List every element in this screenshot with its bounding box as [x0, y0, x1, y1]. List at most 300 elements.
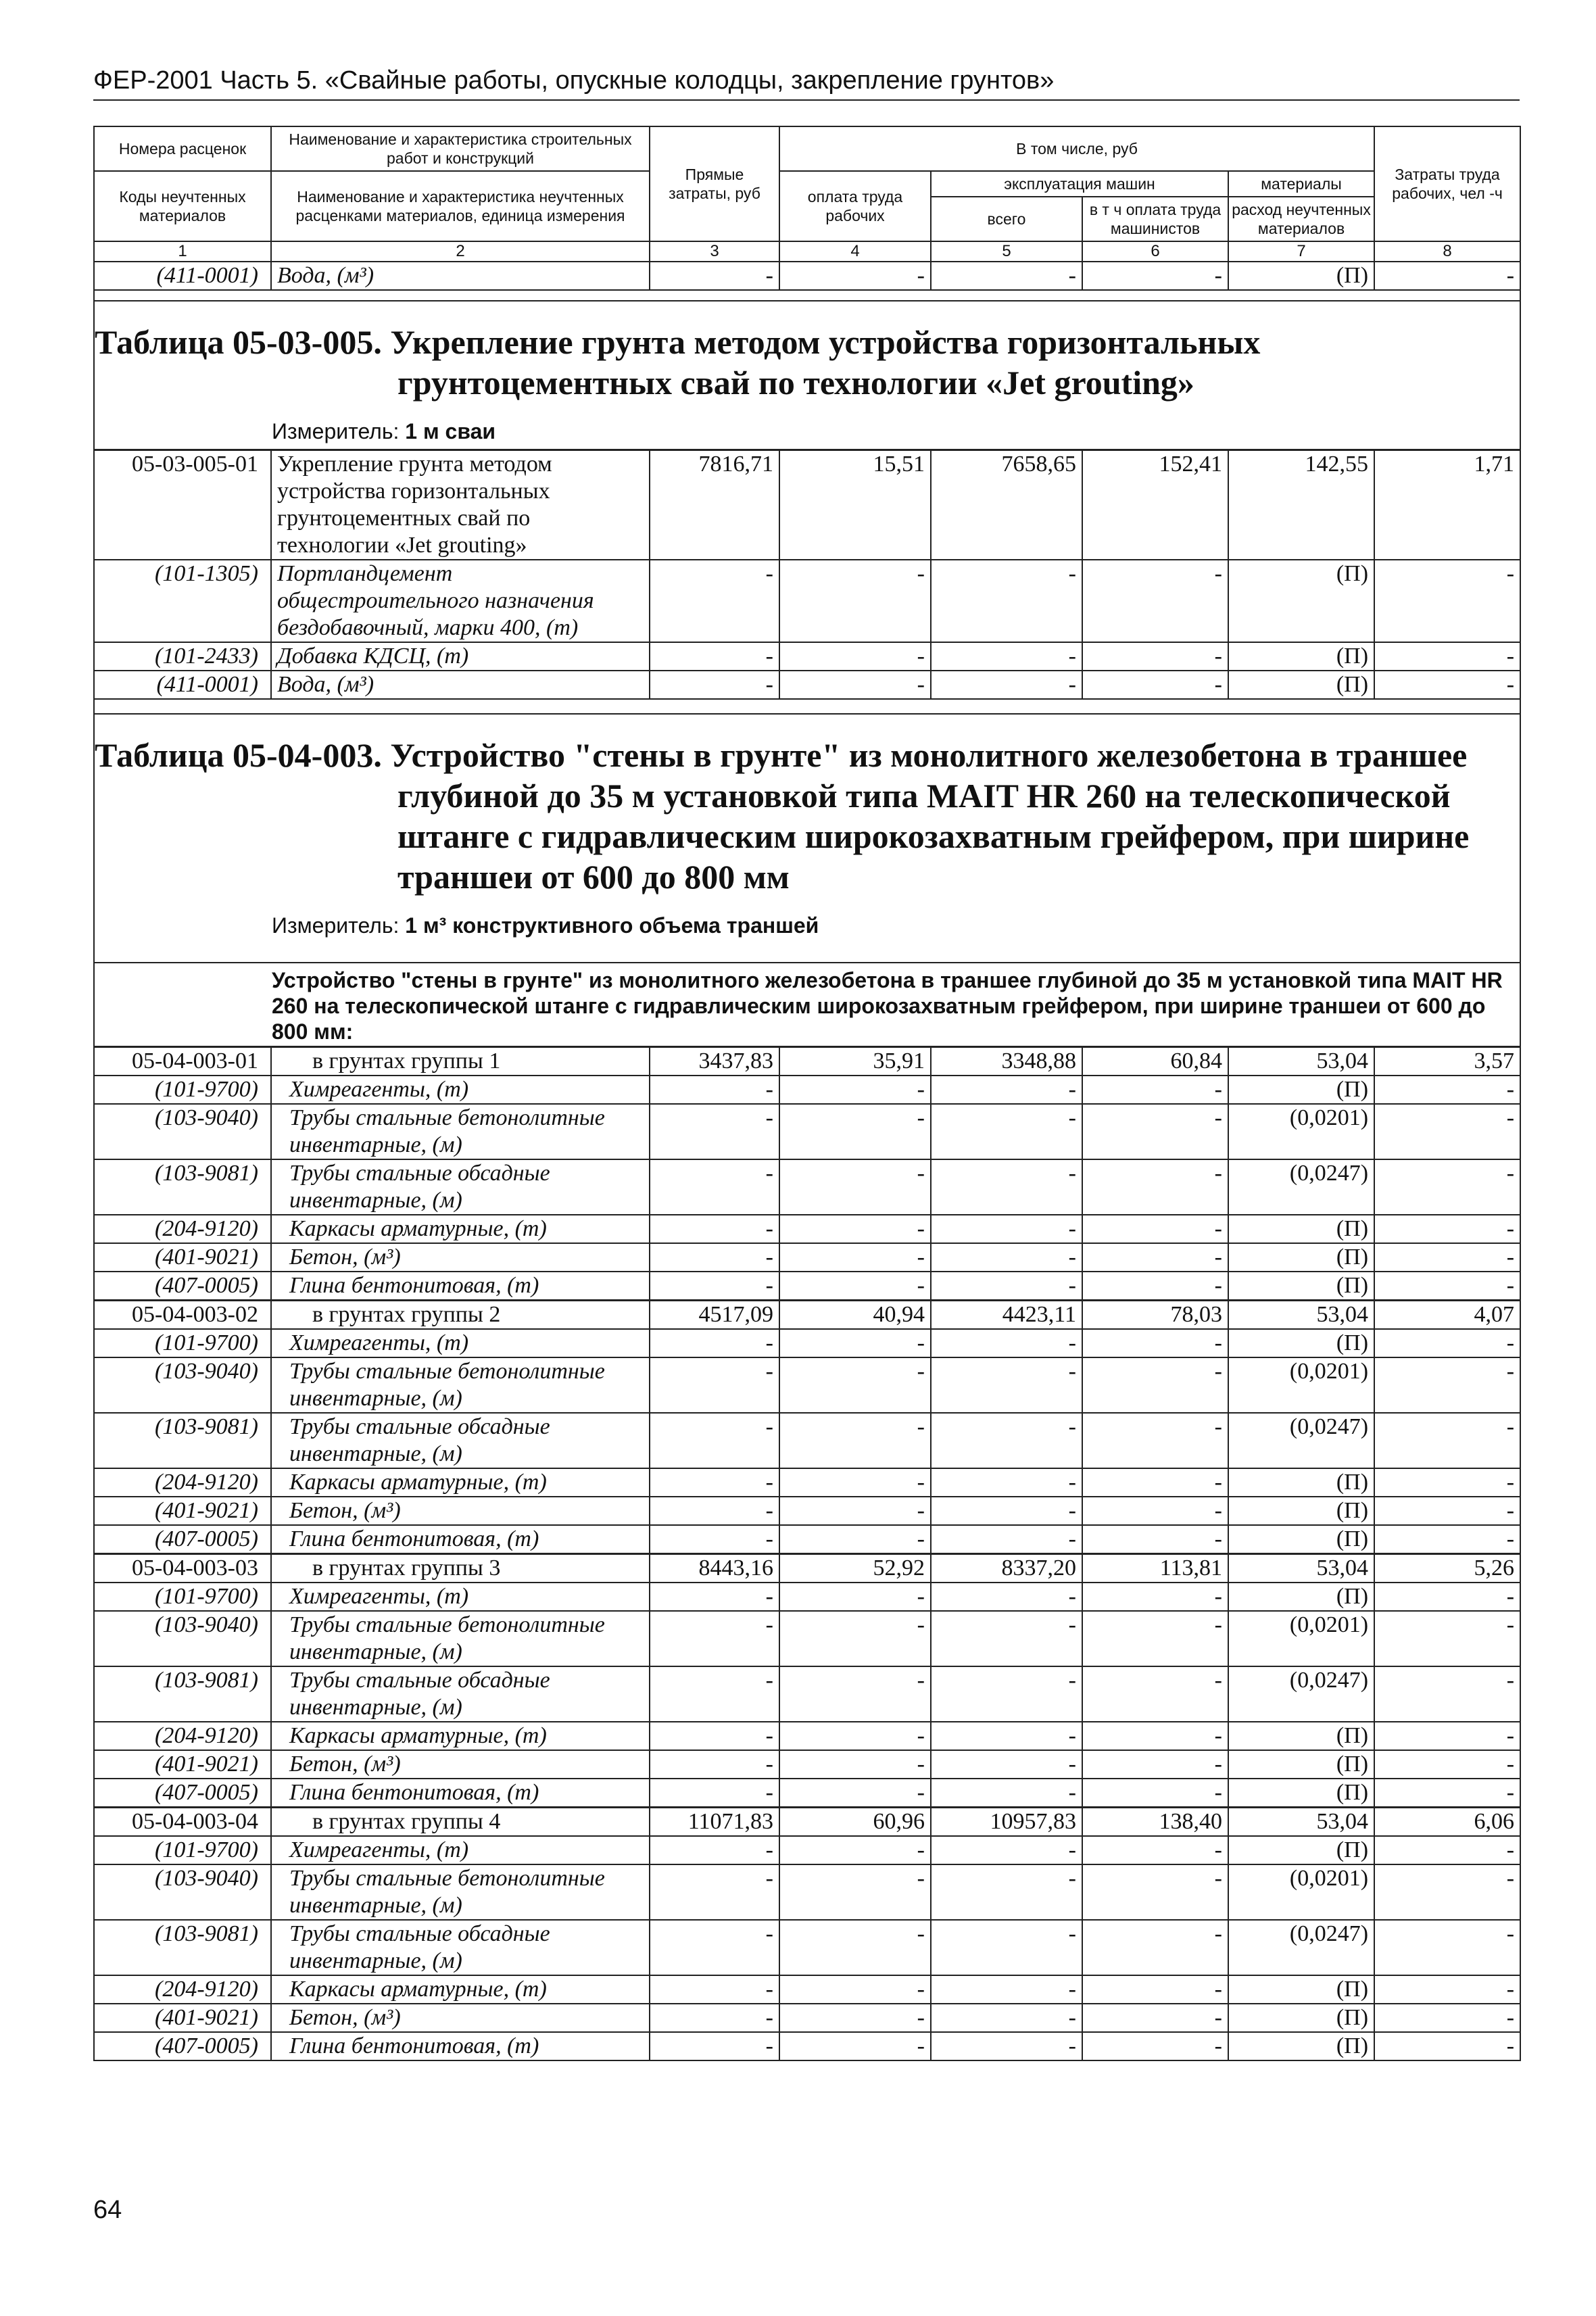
cell-c7: (0,0247) [1228, 1413, 1374, 1468]
table-row [94, 560, 1520, 642]
cell-c6: - [1082, 1525, 1228, 1554]
cell-c7: (П) [1228, 1583, 1374, 1611]
rate-code: (101-9700) [94, 1076, 271, 1104]
cell-c4: - [779, 2032, 931, 2060]
cell-c5: - [931, 1076, 1082, 1104]
cell-c4: - [779, 1611, 931, 1666]
work-name: Добавка КДСЦ, (т) [271, 642, 650, 671]
cell-c5: - [931, 1357, 1082, 1413]
measure-value: 1 м³ конструктивного объема траншей [405, 913, 819, 938]
cell-c6: - [1082, 1583, 1228, 1611]
measure-unit [95, 403, 1520, 449]
cell-c5: - [931, 1497, 1082, 1525]
work-name: Химреагенты, (т) [271, 1836, 650, 1864]
cell-c5: - [931, 262, 1082, 290]
table-row [94, 450, 1520, 560]
cell-c8: - [1374, 1920, 1520, 1975]
table-row [94, 1357, 1520, 1413]
cell-c7: (0,0201) [1228, 1357, 1374, 1413]
table-row [94, 1920, 1520, 1975]
cell-c7: (П) [1228, 262, 1374, 290]
cell-c8: - [1374, 1413, 1520, 1468]
cell-c3: - [650, 1722, 779, 1750]
work-name: Каркасы арматурные, (т) [271, 1215, 650, 1243]
cell-c3: - [650, 1329, 779, 1357]
cell-c5: - [931, 1975, 1082, 2004]
cell-c6: - [1082, 1920, 1228, 1975]
rate-code: (101-2433) [94, 642, 271, 671]
cell-c3: - [650, 560, 779, 642]
cell-c8: - [1374, 1076, 1520, 1104]
cell-c7: (0,0247) [1228, 1920, 1374, 1975]
rate-code: (407-0005) [94, 1272, 271, 1301]
cell-c7: (0,0201) [1228, 1104, 1374, 1159]
cell-c6: - [1082, 1611, 1228, 1666]
col-num: 7 [1228, 241, 1374, 262]
cell-c5: - [931, 1413, 1082, 1468]
subheading-row [94, 963, 1520, 1047]
table-row [94, 2004, 1520, 2032]
cell-c6: - [1082, 1666, 1228, 1722]
work-name: Трубы стальные бетонолитные инвентарные, (м) [271, 1357, 650, 1413]
cell-c3: - [650, 1836, 779, 1864]
cell-c7: 142,55 [1228, 450, 1374, 560]
work-name: Портландцемент общестроительного назначения бездобавочный, марки 400, (т) [271, 560, 650, 642]
rate-code: (204-9120) [94, 1975, 271, 2004]
cell-c5: - [931, 1159, 1082, 1215]
cell-c7: (П) [1228, 1975, 1374, 2004]
cell-c8: - [1374, 1836, 1520, 1864]
cell-c7: (П) [1228, 1836, 1374, 1864]
cell-c5: 4423,11 [931, 1301, 1082, 1330]
cell-c6: - [1082, 1413, 1228, 1468]
col-num: 4 [779, 241, 931, 262]
table-title-rest: грунтоцементных свай по технологии «Jet grouting» [397, 364, 1194, 402]
col-codes-header: Номера расценок [94, 126, 271, 171]
table-row [94, 2032, 1520, 2060]
rate-code: (101-9700) [94, 1583, 271, 1611]
col-name-header: Наименование и характеристика строительных работ и конструкций [271, 126, 650, 171]
work-name: Трубы стальные бетонолитные инвентарные, (м) [271, 1864, 650, 1920]
cell-c6: 78,03 [1082, 1301, 1228, 1330]
work-name: Бетон, (м³) [271, 1750, 650, 1779]
col-total-header: всего [931, 197, 1082, 241]
cell-c6: - [1082, 1243, 1228, 1272]
table-row [94, 1413, 1520, 1468]
cell-c4: 35,91 [779, 1047, 931, 1076]
cell-c6: - [1082, 1104, 1228, 1159]
cell-c6: - [1082, 1076, 1228, 1104]
rate-code: (101-1305) [94, 560, 271, 642]
cell-c8: - [1374, 2004, 1520, 2032]
cell-c3: - [650, 1666, 779, 1722]
cell-c7: 53,04 [1228, 1554, 1374, 1583]
table-title-first: Устройство "стены в грунте" из монолитного железобетона в траншее [390, 736, 1468, 774]
cell-c4: - [779, 1836, 931, 1864]
cell-c4: - [779, 1525, 931, 1554]
cell-c5: - [931, 1750, 1082, 1779]
work-name: Химреагенты, (т) [271, 1329, 650, 1357]
cell-c8: 1,71 [1374, 450, 1520, 560]
measure-prefix: Измеритель: [272, 913, 406, 938]
page-number: 64 [93, 2196, 122, 2224]
cell-c4: - [779, 1920, 931, 1975]
cell-c6: - [1082, 1750, 1228, 1779]
work-name: Трубы стальные обсадные инвентарные, (м) [271, 1413, 650, 1468]
cell-c6: - [1082, 1864, 1228, 1920]
table-row [94, 1836, 1520, 1864]
rate-code: (411-0001) [94, 262, 271, 290]
col-num: 3 [650, 241, 779, 262]
col-num: 2 [271, 241, 650, 262]
work-name: Глина бентонитовая, (т) [271, 1272, 650, 1301]
cell-c7: (П) [1228, 1243, 1374, 1272]
table-title [94, 714, 1520, 943]
cell-c8: - [1374, 1611, 1520, 1666]
cell-c5: - [931, 1272, 1082, 1301]
cell-c4: - [779, 642, 931, 671]
cell-c4: 52,92 [779, 1554, 931, 1583]
cell-c7: (П) [1228, 2032, 1374, 2060]
cell-c7: (П) [1228, 2004, 1374, 2032]
cell-c4: - [779, 1779, 931, 1808]
table-row [94, 671, 1520, 699]
work-name: Химреагенты, (т) [271, 1583, 650, 1611]
cell-c7: (П) [1228, 1779, 1374, 1808]
col-machines-header: эксплуатация машин [931, 171, 1228, 197]
cell-c3: - [650, 1920, 779, 1975]
work-name: Каркасы арматурные, (т) [271, 1722, 650, 1750]
table-heading [95, 715, 1520, 897]
cell-c7: (П) [1228, 671, 1374, 699]
cell-c5: - [931, 671, 1082, 699]
table-title-rest: глубиной до 35 м установкой типа MAIT HR 260 на телескопической штанге с гидравлическим широкозахватным грейфером, при ширине траншеи от 600 до 800 мм [397, 777, 1470, 896]
cell-c6: - [1082, 1159, 1228, 1215]
cell-c6: 113,81 [1082, 1554, 1228, 1583]
measure-prefix: Измеритель: [272, 419, 406, 443]
subheading: Устройство "стены в грунте" из монолитного железобетона в траншее глубиной до 35 м установкой типа MAIT HR 260 на телескопической штанге с гидравлическим широкозахватным грейфером, при ширине траншеи от 600 до 800 мм: [94, 963, 1520, 1047]
rate-code: (101-9700) [94, 1329, 271, 1357]
cell-c6: - [1082, 2032, 1228, 2060]
cell-c3: - [650, 1104, 779, 1159]
rate-code: (401-9021) [94, 1497, 271, 1525]
cell-c3: - [650, 1243, 779, 1272]
table-row [94, 1159, 1520, 1215]
work-name: Глина бентонитовая, (т) [271, 2032, 650, 2060]
cell-c8: - [1374, 671, 1520, 699]
cell-c5: - [931, 1779, 1082, 1808]
cell-c6: 152,41 [1082, 450, 1228, 560]
cell-c4: - [779, 1357, 931, 1413]
table-row [94, 1301, 1520, 1330]
rate-code: (401-9021) [94, 1750, 271, 1779]
cell-c7: (П) [1228, 1497, 1374, 1525]
cell-c8: - [1374, 560, 1520, 642]
cell-c8: - [1374, 1864, 1520, 1920]
work-name: Химреагенты, (т) [271, 1076, 650, 1104]
cell-c6: - [1082, 1329, 1228, 1357]
rate-code: (103-9040) [94, 1611, 271, 1666]
cell-c7: (0,0247) [1228, 1159, 1374, 1215]
cell-c6: - [1082, 1215, 1228, 1243]
cell-c8: 6,06 [1374, 1808, 1520, 1837]
cell-c3: - [650, 262, 779, 290]
cell-c7: (П) [1228, 1750, 1374, 1779]
table-row [94, 1583, 1520, 1611]
work-name: Трубы стальные обсадные инвентарные, (м) [271, 1666, 650, 1722]
cell-c8: - [1374, 1272, 1520, 1301]
rate-code: 05-04-003-04 [94, 1808, 271, 1837]
work-name: Укрепление грунта методом устройства горизонтальных грунтоцементных свай по технологии «Jet grouting» [271, 450, 650, 560]
rate-code: 05-04-003-01 [94, 1047, 271, 1076]
col-labor-header: Затраты труда рабочих, чел -ч [1374, 126, 1520, 241]
col-num: 1 [94, 241, 271, 262]
cell-c3: - [650, 1779, 779, 1808]
table-row [94, 1076, 1520, 1104]
work-name: Каркасы арматурные, (т) [271, 1975, 650, 2004]
cell-c5: - [931, 2004, 1082, 2032]
cell-c5: 7658,65 [931, 450, 1082, 560]
cell-c8: - [1374, 1357, 1520, 1413]
table-row [94, 1497, 1520, 1525]
table-row [94, 642, 1520, 671]
cell-c6: - [1082, 1357, 1228, 1413]
cell-c4: - [779, 1272, 931, 1301]
rate-code: (103-9081) [94, 1413, 271, 1468]
cell-c4: - [779, 2004, 931, 2032]
cell-c5: - [931, 1666, 1082, 1722]
cell-c6: - [1082, 1975, 1228, 2004]
rate-code: (103-9040) [94, 1357, 271, 1413]
table-row [94, 1215, 1520, 1243]
cell-c5: - [931, 1864, 1082, 1920]
cell-c3: 11071,83 [650, 1808, 779, 1837]
table-row [94, 1722, 1520, 1750]
rate-code: 05-03-005-01 [94, 450, 271, 560]
cell-c8: - [1374, 642, 1520, 671]
cell-c5: - [931, 642, 1082, 671]
work-name: Трубы стальные бетонолитные инвентарные, (м) [271, 1104, 650, 1159]
table-row [94, 262, 1520, 290]
table-title-row [94, 301, 1520, 450]
work-name: Трубы стальные обсадные инвентарные, (м) [271, 1159, 650, 1215]
rate-code: (103-9040) [94, 1104, 271, 1159]
cell-c8: 5,26 [1374, 1554, 1520, 1583]
table-row [94, 1808, 1520, 1837]
cell-c6: - [1082, 2004, 1228, 2032]
cell-c8: 4,07 [1374, 1301, 1520, 1330]
col-mat-name-header: Наименование и характеристика неучтенных расценками материалов, единица измерения [271, 171, 650, 241]
table-row [94, 1975, 1520, 2004]
cell-c6: - [1082, 1722, 1228, 1750]
cell-c5: - [931, 1243, 1082, 1272]
cell-c3: - [650, 1468, 779, 1497]
cell-c8: - [1374, 1497, 1520, 1525]
table-row [94, 1611, 1520, 1666]
cell-c4: - [779, 1076, 931, 1104]
work-name: Бетон, (м³) [271, 2004, 650, 2032]
cell-c6: - [1082, 262, 1228, 290]
work-name: Трубы стальные бетонолитные инвентарные, (м) [271, 1611, 650, 1666]
cell-c7: (П) [1228, 1329, 1374, 1357]
cell-c8: - [1374, 1468, 1520, 1497]
cell-c8: - [1374, 1243, 1520, 1272]
table-row [94, 1864, 1520, 1920]
col-mat-codes-header: Коды неучтенных материалов [94, 171, 271, 241]
cell-c4: - [779, 1975, 931, 2004]
cell-c3: - [650, 1076, 779, 1104]
table-number: Таблица 05-03-005. [95, 323, 391, 361]
cell-c5: - [931, 1722, 1082, 1750]
cell-c4: - [779, 560, 931, 642]
cell-c4: 60,96 [779, 1808, 931, 1837]
cell-c4: - [779, 1666, 931, 1722]
rate-code: (103-9081) [94, 1920, 271, 1975]
cell-c4: - [779, 671, 931, 699]
work-name: Глина бентонитовая, (т) [271, 1525, 650, 1554]
table-row [94, 1243, 1520, 1272]
cell-c3: - [650, 671, 779, 699]
table-row [94, 1272, 1520, 1301]
cell-c4: - [779, 1864, 931, 1920]
cell-c3: 4517,09 [650, 1301, 779, 1330]
table-title-row [94, 714, 1520, 943]
cell-c5: - [931, 1104, 1082, 1159]
work-name: Каркасы арматурные, (т) [271, 1468, 650, 1497]
cell-c8: - [1374, 1975, 1520, 2004]
cell-c4: - [779, 1722, 931, 1750]
cell-c7: 53,04 [1228, 1301, 1374, 1330]
cell-c7: (П) [1228, 1215, 1374, 1243]
cell-c4: - [779, 1497, 931, 1525]
page-header: ФЕР-2001 Часть 5. «Свайные работы, опускные колодцы, закрепление грунтов» [93, 66, 1520, 101]
cell-c7: (0,0201) [1228, 1611, 1374, 1666]
cell-c3: - [650, 1611, 779, 1666]
rate-code: (401-9021) [94, 2004, 271, 2032]
cell-c3: - [650, 1413, 779, 1468]
cell-c3: - [650, 2032, 779, 2060]
rate-code: (407-0005) [94, 2032, 271, 2060]
cell-c6: 60,84 [1082, 1047, 1228, 1076]
cell-c3: 8443,16 [650, 1554, 779, 1583]
cell-c4: 15,51 [779, 450, 931, 560]
work-name: Бетон, (м³) [271, 1497, 650, 1525]
measure-value: 1 м сваи [405, 419, 496, 443]
cell-c5: - [931, 1329, 1082, 1357]
cell-c8: - [1374, 1750, 1520, 1779]
rate-code: 05-04-003-03 [94, 1554, 271, 1583]
cell-c4: - [779, 1243, 931, 1272]
cell-c3: - [650, 1864, 779, 1920]
cell-c3: - [650, 1975, 779, 2004]
cell-c7: (П) [1228, 1722, 1374, 1750]
cell-c7: (0,0201) [1228, 1864, 1374, 1920]
table-row [94, 1666, 1520, 1722]
cell-c8: - [1374, 1104, 1520, 1159]
column-header [94, 126, 1520, 262]
cell-c8: - [1374, 1779, 1520, 1808]
cell-c5: - [931, 1525, 1082, 1554]
cell-c3: - [650, 1357, 779, 1413]
cell-c8: - [1374, 1159, 1520, 1215]
cell-c8: - [1374, 1722, 1520, 1750]
rate-code: (204-9120) [94, 1722, 271, 1750]
col-consumption-header: расход неучтенных материалов [1228, 197, 1374, 241]
cell-c7: (П) [1228, 1272, 1374, 1301]
cell-c4: - [779, 1159, 931, 1215]
cell-c7: (П) [1228, 560, 1374, 642]
cell-c5: - [931, 1583, 1082, 1611]
cell-c6: - [1082, 671, 1228, 699]
cell-c3: 7816,71 [650, 450, 779, 560]
cell-c7: (0,0247) [1228, 1666, 1374, 1722]
rate-code: (407-0005) [94, 1525, 271, 1554]
cell-c4: - [779, 1468, 931, 1497]
col-direct-costs: Прямые затраты, руб [650, 126, 779, 241]
col-num: 8 [1374, 241, 1520, 262]
cell-c8: - [1374, 1329, 1520, 1357]
table-row [94, 1554, 1520, 1583]
col-num: 6 [1082, 241, 1228, 262]
cell-c5: - [931, 1215, 1082, 1243]
table-title-first: Укрепление грунта методом устройства горизонтальных [390, 323, 1261, 361]
work-name: Бетон, (м³) [271, 1243, 650, 1272]
rate-code: 05-04-003-02 [94, 1301, 271, 1330]
cell-c3: - [650, 1583, 779, 1611]
work-name: в грунтах группы 2 [271, 1301, 650, 1330]
cell-c6: - [1082, 1836, 1228, 1864]
cell-c5: 3348,88 [931, 1047, 1082, 1076]
cell-c7: 53,04 [1228, 1808, 1374, 1837]
cell-c3: - [650, 1750, 779, 1779]
table-row [94, 1525, 1520, 1554]
cell-c3: - [650, 642, 779, 671]
col-materials-header: материалы [1228, 171, 1374, 197]
cell-c3: - [650, 1497, 779, 1525]
cell-c4: 40,94 [779, 1301, 931, 1330]
cell-c5: - [931, 1836, 1082, 1864]
cell-c5: - [931, 1920, 1082, 1975]
cell-c4: - [779, 1583, 931, 1611]
measure-unit [95, 897, 1520, 943]
cell-c8: - [1374, 262, 1520, 290]
cell-c8: - [1374, 1583, 1520, 1611]
cell-c7: (П) [1228, 1468, 1374, 1497]
work-name: Трубы стальные обсадные инвентарные, (м) [271, 1920, 650, 1975]
work-name: Вода, (м³) [271, 671, 650, 699]
work-name: в грунтах группы 1 [271, 1047, 650, 1076]
work-name: Глина бентонитовая, (т) [271, 1779, 650, 1808]
cell-c8: - [1374, 1525, 1520, 1554]
cell-c8: - [1374, 1215, 1520, 1243]
cell-c5: 10957,83 [931, 1808, 1082, 1837]
cell-c4: - [779, 1750, 931, 1779]
cell-c5: - [931, 1468, 1082, 1497]
cell-c6: - [1082, 1497, 1228, 1525]
rate-code: (101-9700) [94, 1836, 271, 1864]
cell-c8: - [1374, 2032, 1520, 2060]
cell-c7: (П) [1228, 1076, 1374, 1104]
col-wages-header: оплата труда рабочих [779, 171, 931, 241]
cell-c7: (П) [1228, 642, 1374, 671]
cell-c4: - [779, 1104, 931, 1159]
col-operators-header: в т ч оплата труда машинистов [1082, 197, 1228, 241]
cell-c3: 3437,83 [650, 1047, 779, 1076]
rate-code: (411-0001) [94, 671, 271, 699]
table-row [94, 1329, 1520, 1357]
table-row [94, 1779, 1520, 1808]
cell-c4: - [779, 1413, 931, 1468]
